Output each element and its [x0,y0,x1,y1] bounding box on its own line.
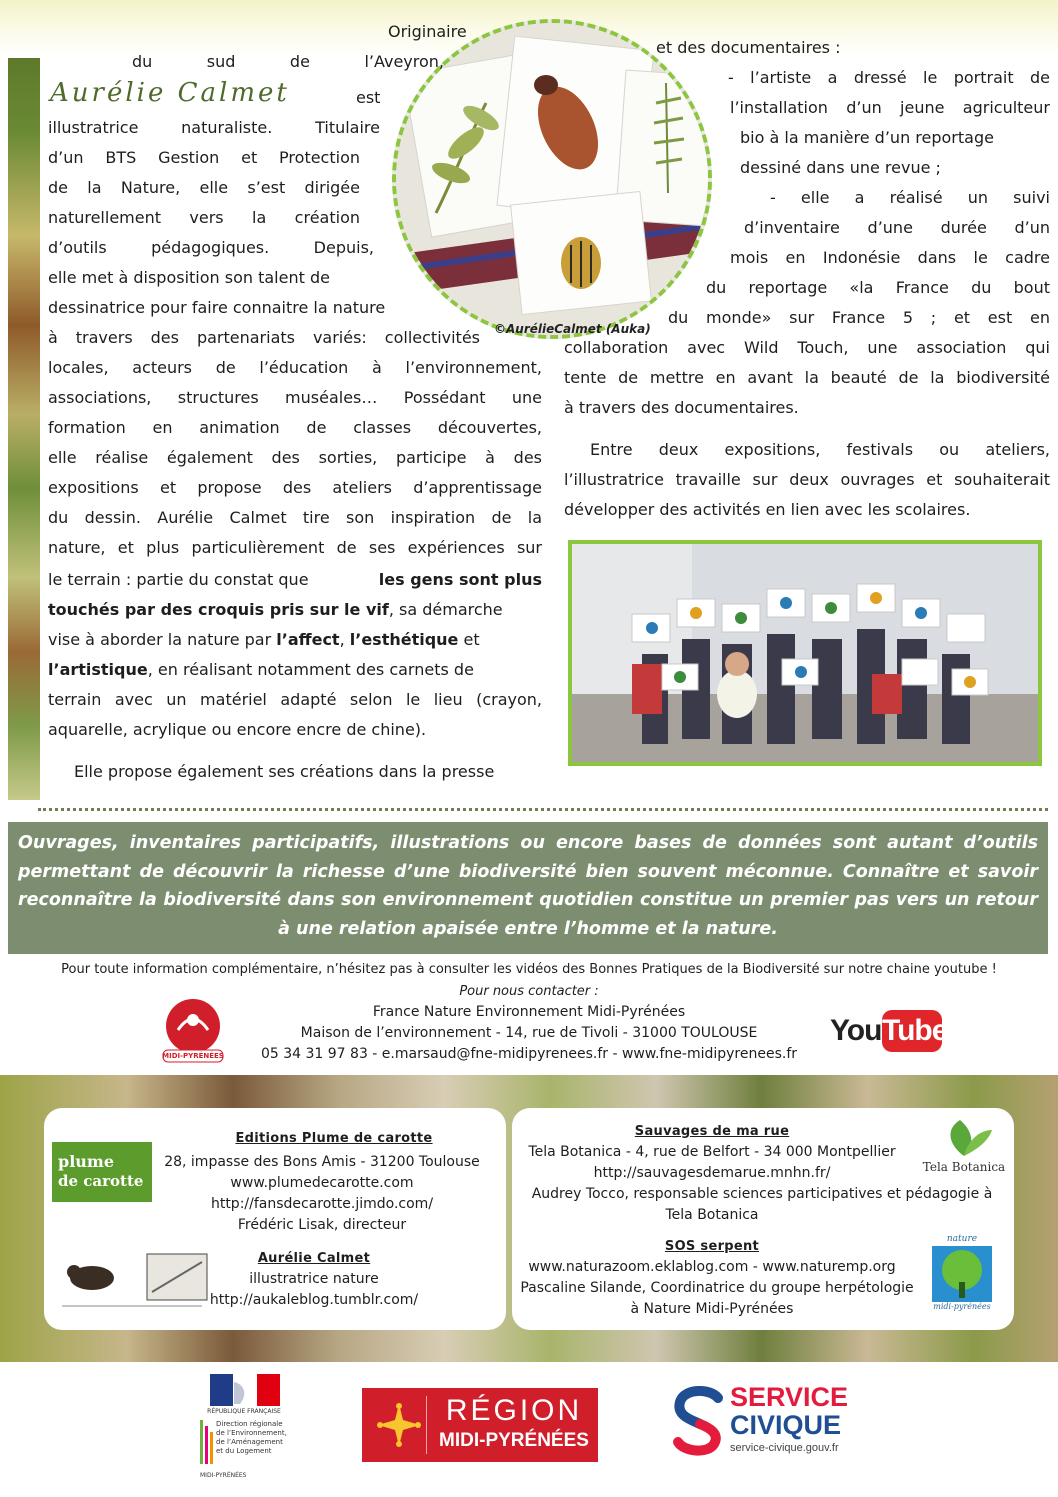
plume-logo-bottom: de carotte [58,1172,144,1190]
service-civique-s-icon [670,1386,726,1456]
plume-heading: Editions Plume de carotte [235,1131,433,1146]
dreal-text-line: de l’Aménagement [216,1438,283,1446]
sauvages-org: Tela Botanica [665,1207,759,1223]
dreal-text-line: Direction régionale [216,1420,283,1428]
region-midi-pyrenees-logo [362,1388,598,1462]
youtube-tube-text: Tube [882,1010,942,1052]
contact-phone-email-web: 05 34 31 97 83 - e.marsaud@fne-midipyrenees.fr - www.fne-midipyrenees.fr [260,1046,798,1062]
dreal-republique-logo [196,1374,306,1484]
text-line: Originaire [388,22,467,41]
sauvages-contact: Audrey Tocco, responsable sciences participatives et pédagogie à [531,1186,993,1202]
text-segment: et [458,630,480,649]
text-segment: , sa démarche [388,600,503,619]
plume-fans-url: http://fansdecarotte.jimdo.com/ [210,1196,434,1212]
service-civique-logo [670,1382,870,1466]
marianne-flag-icon [210,1374,280,1406]
occitan-cross-icon [374,1400,424,1450]
dotted-separator [38,808,1048,811]
circle-image-caption: ©AurélieCalmet (Auka) [494,322,651,336]
text-line: développer des activités en lien avec les scolaires. [564,500,971,519]
text-line: - elle a réalisé un suivi [770,188,1050,207]
text-line: dessinatrice pour faire connaitre la nature [48,298,386,317]
text-line: dessiné dans une revue ; [740,158,941,177]
text-line: aquarelle, acrylique ou encore encre de chine). [48,720,427,739]
plume-website: www.plumedecarotte.com [230,1175,414,1191]
text-segment: vise à aborder la nature par [48,630,277,649]
dreal-text-line: et du Logement [216,1447,272,1455]
tela-botanica-logo-text: Tela Botanica [922,1160,1006,1174]
aurelie-blog-url: http://aukaleblog.tumblr.com/ [209,1292,419,1308]
emphasis-text: l’artistique [48,660,148,679]
text-line: nature, et plus particulièrement de ses expériences sur [48,538,542,557]
region-logo-top: RÉGION [445,1394,583,1427]
text-line: l’installation d’un jeune agriculteur [730,98,1050,117]
text-line-touches [48,600,542,619]
plume-address: 28, impasse des Bons Amis - 31200 Toulouse [164,1154,480,1170]
service-civique-mid: CIVIQUE [730,1410,842,1440]
dreal-region-label: MIDI-PYRÉNÉES [200,1472,247,1479]
dreal-text [216,1420,306,1456]
sauvages-address: Tela Botanica - 4, rue de Belfort - 34 000 Montpellier [528,1144,896,1160]
text-line: d’outils pédagogiques. Depuis, [48,238,374,257]
emphasis-text: touchés par des croquis pris sur le vif [48,600,389,619]
partner-card-left [44,1108,506,1330]
group-photo-illustration [572,544,1038,762]
youtube-you-text: You [830,1014,882,1047]
emphasis-text: l’esthétique [349,630,459,649]
text-line: elle met à disposition son talent de [48,268,330,287]
text-line: à travers des documentaires. [564,398,799,417]
text-line: du dessin. Aurélie Calmet tire son inspiration de la [48,508,542,527]
text-segment: le terrain : partie du constat que [48,570,314,589]
text-line: mois en Indonésie dans le cadre [730,248,1050,267]
conclusion-banner: Ouvrages, inventaires participatifs, illustrations ou encore bases de données sont autant d’outils permettant de découvrir la richesse d’une biodiversité bien souvent méconnue. Connaître et savoir reconnaître la biodiversité dans son environnement quotidien constitue un premier pas vers un retour à une relation apaisée entre l’homme et la nature. [8,822,1048,954]
text-line-terrain [48,570,542,589]
text-line: expositions et propose des ateliers d’apprentissage [48,478,542,497]
sos-serpent-org: à Nature Midi-Pyrénées [630,1301,794,1317]
emphasis-text: les gens sont plus [378,570,542,589]
dreal-bar-green [200,1420,203,1464]
dreal-bar-orange [210,1432,213,1464]
text-line: et des documentaires : [656,38,841,57]
nature-logo-bottom: midi-pyrénées [933,1302,991,1311]
sauvages-heading: Sauvages de ma rue [634,1124,790,1139]
aurelie-role: illustratrice nature [249,1271,379,1287]
text-line: locales, acteurs de l’éducation à l’environnement, [48,358,542,377]
text-line: d’un BTS Gestion et Protection [48,148,360,167]
contact-org: France Nature Environnement Midi-Pyrénées [372,1004,686,1020]
text-line: Entre deux expositions, festivals ou ateliers, [590,440,1050,459]
region-logo-bottom: MIDI-PYRÉNÉES [439,1430,589,1451]
dreal-bar-magenta [205,1426,208,1464]
text-line: du monde» sur France 5 ; et est en [668,308,1050,327]
republique-label: RÉPUBLIQUE FRANÇAISE [207,1408,281,1415]
dreal-text-line: de l’Environnement, [216,1429,287,1437]
sauvages-url: http://sauvagesdemarue.mnhn.fr/ [593,1165,831,1181]
fne-logo-label: MIDI-PYRÉNÉES [162,1052,224,1060]
aurelie-heading: Aurélie Calmet [257,1251,371,1266]
sos-serpent-contact: Pascaline Silande, Coordinatrice du groupe herpétologie [520,1280,914,1296]
text-line: terrain avec un matériel adapté selon le lieu (crayon, [48,690,542,709]
plume-logo-top: plume [58,1152,115,1171]
contact-label: Pour nous contacter : [459,984,599,999]
text-line: à travers des partenariats variés: collectivités [48,328,480,347]
group-photo-children-drawings [568,540,1042,766]
text-line: du reportage «la France du bout [706,278,1050,297]
author-name-script: Aurélie Calmet [50,78,290,108]
nature-logo-top: nature [946,1234,978,1244]
youtube-logo[interactable] [830,1010,948,1054]
text-line: de la Nature, elle s’est dirigée [48,178,360,197]
tela-botanica-logo [920,1116,1008,1178]
text-line: formation en animation de classes découvertes, [48,418,542,437]
text-line: du sud de l’Aveyron, [132,52,444,71]
text-line: collaboration avec Wild Touch, une association qui [564,338,1050,357]
fne-logo [158,996,228,1064]
plume-director: Frédéric Lisak, directeur [237,1217,407,1233]
nature-tree-icon [924,1244,1000,1304]
service-civique-url: service-civique.gouv.fr [730,1442,839,1454]
sos-serpent-heading: SOS serpent [664,1239,760,1254]
youtube-info-line: Pour toute information complémentaire, n’hésitez pas à consulter les vidéos des Bonnes Pratiques de la Biodiversité sur notre chaine youtube ! [61,962,997,977]
nature-midi-pyrenees-logo [924,1234,1000,1314]
text-line: bio à la manière d’un reportage [740,128,994,147]
text-line-vise [48,630,480,649]
region-logo-divider [426,1396,427,1454]
text-line: est [356,88,381,107]
left-nature-photo-strip [8,58,40,800]
text-line: associations, structures muséales… Possédant une [48,388,542,407]
service-civique-top: SERVICE [730,1382,849,1412]
text-line: - l’artiste a dressé le portrait de [728,68,1050,87]
partner-card-right [512,1108,1014,1330]
tela-botanica-leaf-icon [920,1116,1008,1160]
text-line: tente de mettre en avant la beauté de la biodiversité [564,368,1050,387]
text-segment: , en réalisant notamment des carnets de [147,660,474,679]
sos-serpent-websites: www.naturazoom.eklablog.com - www.naturemp.org [528,1259,896,1275]
text-line: l’illustratrice travaille sur deux ouvrages et souhaiterait [564,470,1050,489]
text-line: naturellement vers la création [48,208,360,227]
text-line: d’inventaire d’une durée d’un [744,218,1050,237]
plume-de-carotte-logo [52,1142,152,1202]
text-line: illustratrice naturaliste. Titulaire [48,118,380,137]
text-segment: , [339,630,350,649]
text-line-artistique [48,660,542,679]
emphasis-text: l’affect [276,630,340,649]
text-line: elle réalise également des sorties, participe à des [48,448,542,467]
text-line: Elle propose également ses créations dans la presse [74,762,495,781]
contact-address: Maison de l’environnement - 14, rue de Tivoli - 31000 TOULOUSE [300,1025,758,1041]
